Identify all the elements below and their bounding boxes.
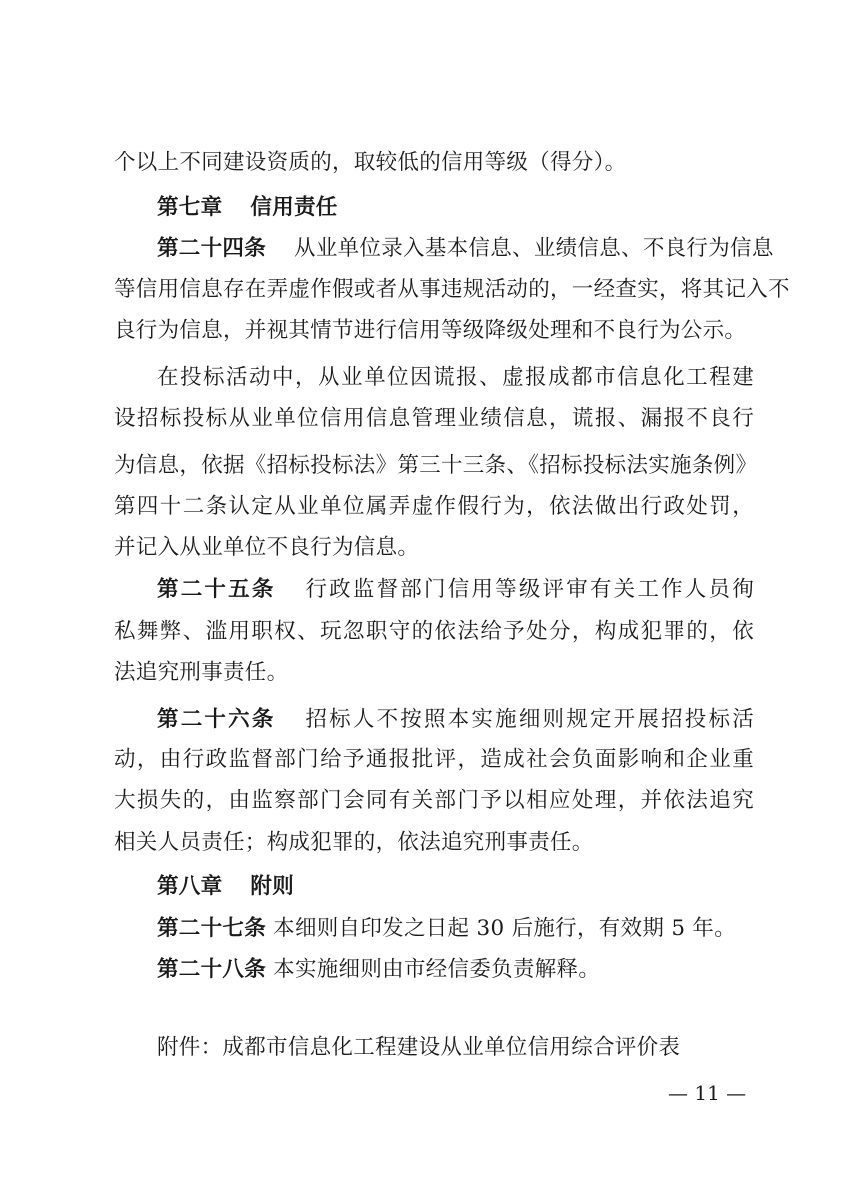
chapter-title: 信用责任 (250, 195, 338, 220)
article-heading: 第二十四条 (157, 236, 267, 261)
article-text: 从业单位录入基本信息、业绩信息、不良行为信息 (294, 236, 774, 261)
body-text-line: 相关人员责任；构成犯罪的，依法追究刑事责任。 (114, 830, 594, 855)
article-text: 行政监督部门信用等级评审有关工作人员徇 (303, 577, 754, 602)
chapter-number: 第七章 (157, 195, 223, 220)
article-heading: 第二十八条 (157, 957, 267, 982)
chapter-number: 第八章 (157, 874, 223, 899)
article-text: 招标人不按照本实施细则规定开展招投标活 (303, 707, 754, 732)
attachment-note: 附件：成都市信息化工程建设从业单位信用综合评价表 (157, 1035, 681, 1060)
body-text-line: 设招标投标从业单位信用信息管理业绩信息，谎报、漏报不良行 (114, 406, 754, 431)
article-first-line (157, 234, 774, 264)
body-text-line: 大损失的，由监察部门会同有关部门予以相应处理，并依法追究 (114, 788, 754, 813)
article-first-line (157, 705, 754, 735)
chapter-heading (157, 193, 754, 223)
body-text-line: 良行为信息，并视其情节进行信用等级降级处理和不良行为公示。 (114, 318, 747, 343)
article-line (157, 955, 754, 985)
article-text: 本细则自印发之日起 30 后施行，有效期 5 年。 (273, 916, 737, 941)
article-heading: 第二十七条 (157, 916, 267, 941)
chapter-heading (157, 872, 754, 902)
article-first-line (157, 575, 754, 605)
article-heading: 第二十六条 (157, 707, 276, 732)
body-text-line: 等信用信息存在弄虚作假或者从事违规活动的，一经查实，将其记入不 (114, 277, 790, 302)
body-text-line: 个以上不同建设资质的，取较低的信用等级（得分）。 (114, 150, 627, 175)
article-line (157, 914, 754, 944)
body-text-line: 第四十二条认定从业单位属弄虚作假行为，依法做出行政处罚， (114, 494, 754, 519)
body-text-line: 为信息，依据《招标投标法》第三十三条、《招标投标法实施条例》 (114, 453, 758, 478)
page-number: — 11 — (668, 1081, 747, 1105)
body-text-line: 私舞弊、滥用职权、玩忽职守的依法给予处分，构成犯罪的，依 (114, 619, 754, 644)
body-text-line: 动，由行政监督部门给予通报批评，造成社会负面影响和企业重 (114, 747, 754, 772)
body-text-line: 在投标活动中，从业单位因谎报、虚报成都市信息化工程建 (157, 365, 754, 390)
body-text-line: 并记入从业单位不良行为信息。 (114, 535, 420, 560)
article-heading: 第二十五条 (157, 577, 276, 602)
body-text-line: 法追究刑事责任。 (114, 660, 289, 685)
article-text: 本实施细则由市经信委负责解释。 (273, 957, 601, 982)
chapter-title: 附则 (250, 874, 295, 899)
